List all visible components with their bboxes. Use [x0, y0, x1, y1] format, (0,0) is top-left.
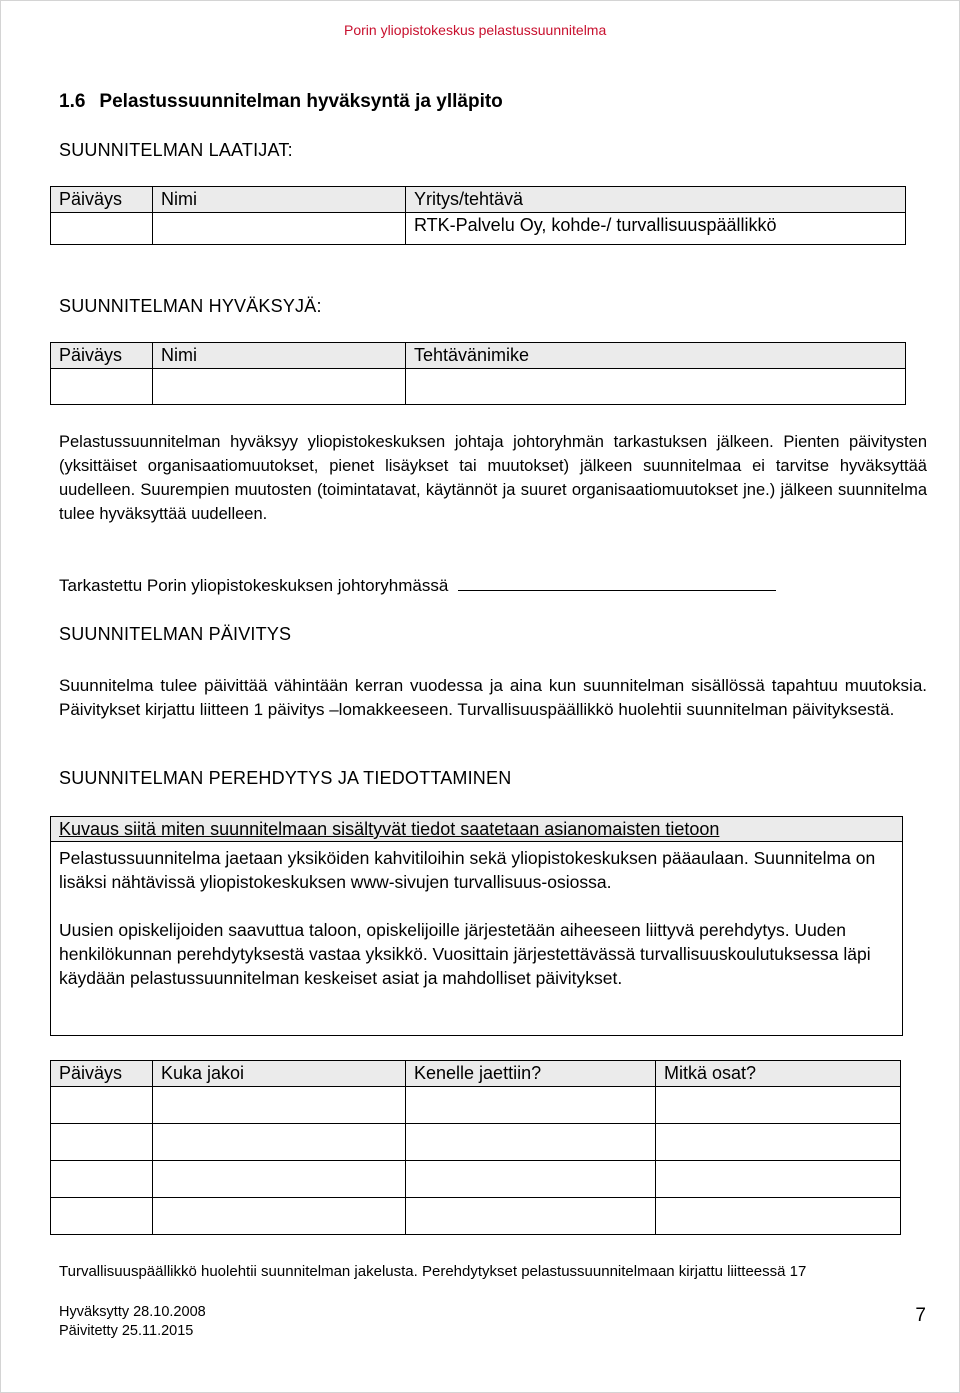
table-header-row: [51, 1061, 901, 1087]
approver-table: [50, 342, 906, 405]
parts-cell[interactable]: [656, 1087, 901, 1124]
table-header-row: [51, 187, 906, 213]
section-heading: [59, 91, 503, 113]
signature-line[interactable]: [458, 590, 776, 591]
column-header: Yritys/tehtävä: [406, 187, 906, 213]
date-cell[interactable]: [51, 1087, 153, 1124]
recipient-cell[interactable]: [406, 1198, 656, 1235]
date-cell[interactable]: [51, 1161, 153, 1198]
table-row: [51, 1087, 901, 1124]
updates-label: SUUNNITELMAN PÄIVITYS: [59, 624, 292, 644]
recipient-cell[interactable]: [406, 1161, 656, 1198]
running-header: Porin yliopistokeskus pelastussuunnitelma: [344, 22, 607, 38]
date-cell[interactable]: [51, 213, 153, 245]
column-header: Nimi: [153, 343, 406, 369]
table-row: [51, 1124, 901, 1161]
column-header: Päiväys: [51, 187, 153, 213]
table-row: [51, 369, 906, 405]
recipient-cell[interactable]: [406, 1124, 656, 1161]
column-header: Päiväys: [51, 343, 153, 369]
table-row: [51, 213, 906, 245]
approver-label: SUUNNITELMAN HYVÄKSYJÄ:: [59, 296, 322, 316]
updates-paragraph: Suunnitelma tulee päivittää vähintään kerran vuodessa ja aina kun suunnitelman sisällössä tapahtuu muutoksia. Päivitykset kirjattu liitteen 1 päivitys –lomakkeeseen. Turvallisuuspäällikkö huolehtii suunnitelman päivityksestä.: [59, 676, 927, 719]
approval-paragraph: Pelastussuunnitelman hyväksyy yliopistokeskuksen johtaja johtoryhmän tarkastuksen jälkeen. Pienten päivitysten (yksittäiset organisaatiomuutokset, pienet lisäykset tai muutokset) jälkeen suunnitelmaa ei tarvitse hyväksyttää uudelleen. Suurempien muutosten (toimintatavat, käytännöt ja suuret organisaatiomuutokset jne.) jälkeen suunnitelma tulee hyväksyttää uudelleen.: [59, 433, 927, 523]
checked-text: Tarkastettu Porin yliopistokeskuksen johtoryhmässä: [59, 576, 449, 595]
orientation-paragraph: Uusien opiskelijoiden saavuttua taloon, opiskelijoille järjestetään aiheeseen liittyvä perehdytys. Uuden henkilökunnan perehdytyksestä vastaa yksikkö. Vuosittain järjestettävässä turvallisuuskoulutuksessa läpi käydään pelastussuunnitelman keskeiset asiat ja mahdolliset päivitykset.: [59, 920, 871, 988]
column-header: Kuka jakoi: [153, 1061, 406, 1087]
date-cell[interactable]: [51, 369, 153, 405]
company-cell[interactable]: RTK-Palvelu Oy, kohde-/ turvallisuuspäällikkö: [406, 213, 906, 245]
distributor-cell[interactable]: [153, 1087, 406, 1124]
name-cell[interactable]: [153, 213, 406, 245]
column-header: Päiväys: [51, 1061, 153, 1087]
orientation-box-title: Kuvaus siitä miten suunnitelmaan sisältyvät tiedot saatetaan asianomaisten tietoon: [51, 817, 902, 842]
parts-cell[interactable]: [656, 1161, 901, 1198]
orientation-label: SUUNNITELMAN PEREHDYTYS JA TIEDOTTAMINEN: [59, 768, 512, 788]
approved-date: Hyväksytty 28.10.2008: [59, 1304, 206, 1320]
orientation-box-body: [51, 842, 902, 990]
parts-cell[interactable]: [656, 1198, 901, 1235]
footer-meta: [59, 1303, 206, 1341]
distributor-cell[interactable]: [153, 1161, 406, 1198]
distribution-table: [50, 1060, 901, 1235]
distributor-cell[interactable]: [153, 1124, 406, 1161]
column-header: Tehtävänimike: [406, 343, 906, 369]
column-header: Nimi: [153, 187, 406, 213]
page-number: 7: [915, 1305, 926, 1326]
orientation-paragraph: Pelastussuunnitelma jaetaan yksiköiden kahvitiloihin sekä yliopistokeskuksen pääaulaan. Suunnitelma on lisäksi nähtävissä yliopistokeskuksen www-sivujen turvallisuus-osiossa.: [59, 848, 876, 892]
name-cell[interactable]: [153, 369, 406, 405]
title-cell[interactable]: [406, 369, 906, 405]
column-header: Kenelle jaettiin?: [406, 1061, 656, 1087]
authors-table: [50, 186, 906, 245]
section-title: Pelastussuunnitelman hyväksyntä ja ylläpito: [99, 91, 503, 112]
table-row: [51, 1198, 901, 1235]
section-number: 1.6: [59, 91, 86, 112]
orientation-box: [50, 816, 903, 1036]
footer-note: Turvallisuuspäällikkö huolehtii suunnitelman jakelusta. Perehdytykset pelastussuunnitelmaan kirjattu liitteessä 17: [59, 1263, 807, 1280]
table-header-row: [51, 343, 906, 369]
authors-label: SUUNNITELMAN LAATIJAT:: [59, 140, 293, 160]
table-row: [51, 1161, 901, 1198]
parts-cell[interactable]: [656, 1124, 901, 1161]
updated-date: Päivitetty 25.11.2015: [59, 1323, 194, 1339]
checked-line: [59, 576, 776, 596]
distributor-cell[interactable]: [153, 1198, 406, 1235]
date-cell[interactable]: [51, 1124, 153, 1161]
date-cell[interactable]: [51, 1198, 153, 1235]
column-header: Mitkä osat?: [656, 1061, 901, 1087]
recipient-cell[interactable]: [406, 1087, 656, 1124]
